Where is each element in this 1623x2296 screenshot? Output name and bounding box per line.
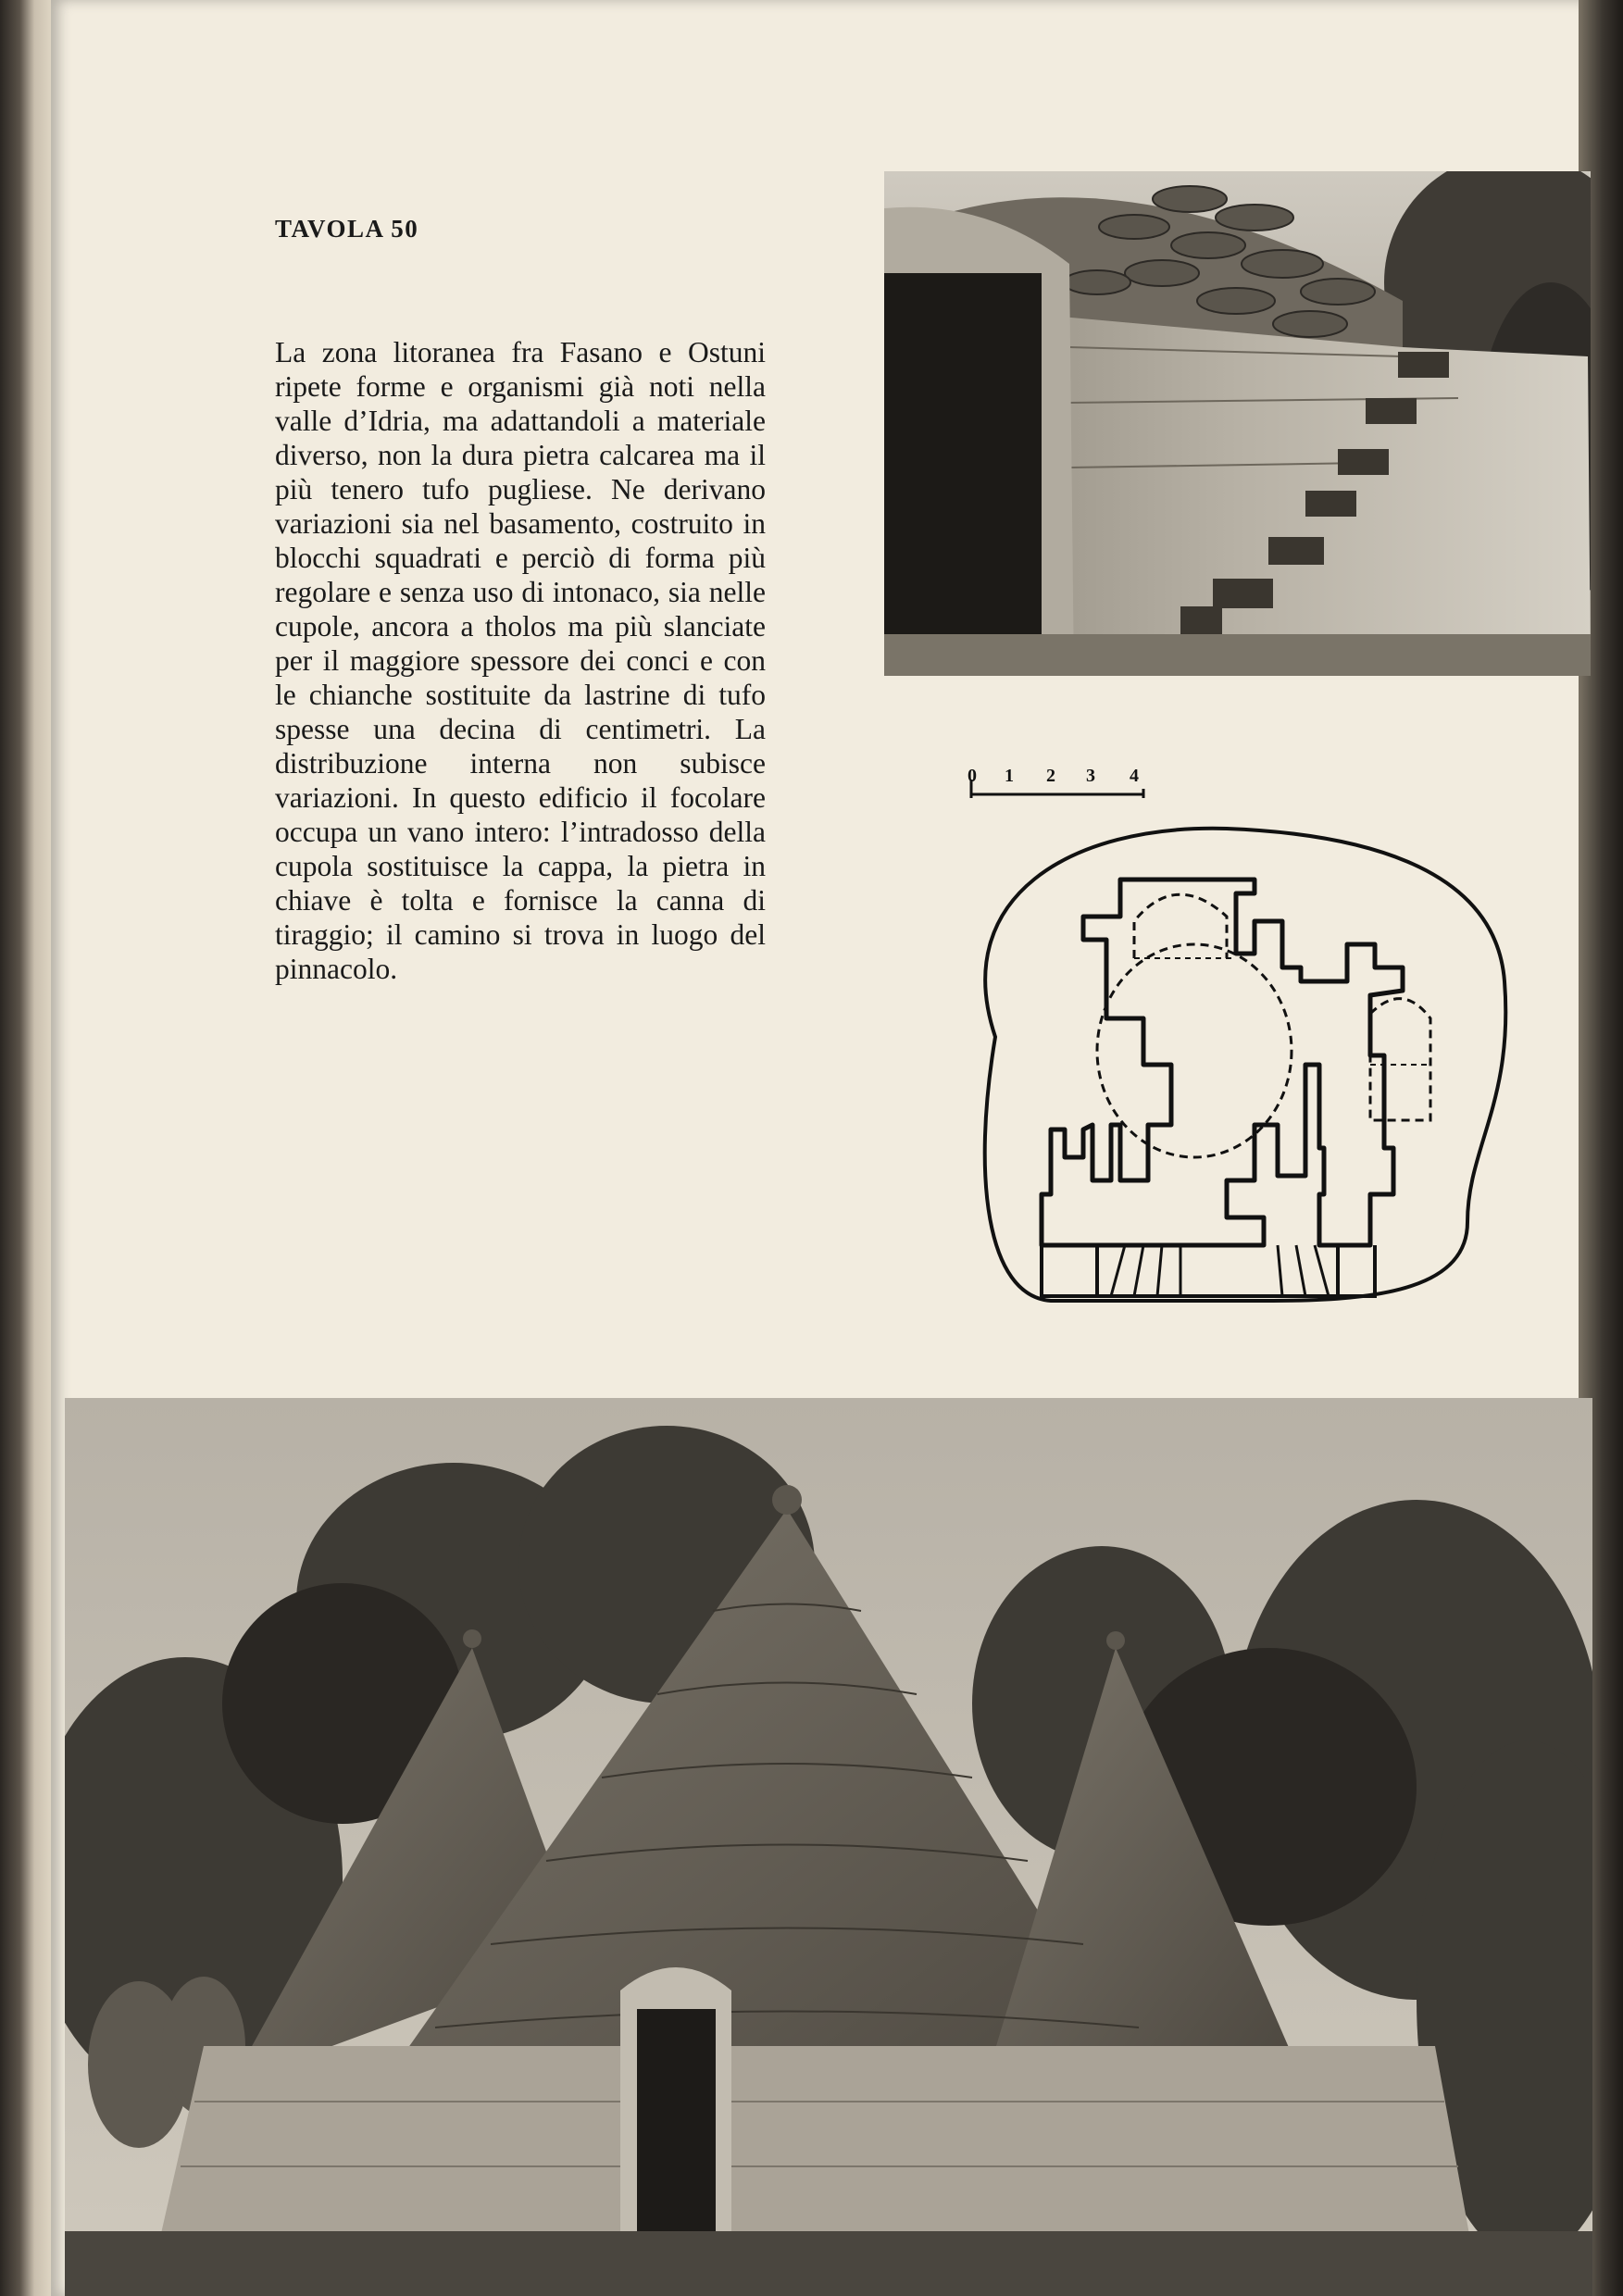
bottom-photo — [65, 1398, 1592, 2296]
floor-plan — [949, 759, 1523, 1315]
scale-tick-0: 0 — [968, 766, 977, 786]
scale-tick-3: 3 — [1086, 766, 1095, 786]
scale-tick-1: 1 — [1005, 766, 1014, 786]
scale-tick-4: 4 — [1130, 766, 1139, 786]
plate-label: TAVOLA 50 — [275, 215, 419, 243]
body-paragraph: La zona litoranea fra Fasano e Ostuni ripete forme e organismi già noti nella valle d’Idria, ma adattandoli a materiale diverso, non la dura pietra calcarea ma il più tenero tufo pugliese. Ne derivano variazioni sia nel basamento, costruito in blocchi squadrati e perciò di forma più regolare e senza uso di intonaco, sia nelle cupole, ancora a tholos ma più slanciate per il maggiore spessore dei conci e con le chianche sostituite da lastrine di tufo spesse una decina di centimetri. La distribuzione interna non subisce variazioni. In questo edificio il focolare occupa un vano intero: l’intradosso della cupola sostituisce la cappa, la pietra in chiave è tolta e fornisce la canna di tiraggio; il camino si trova in luogo del pinnacolo. — [275, 336, 766, 985]
book-left-edge — [0, 0, 57, 2296]
top-photo — [884, 171, 1591, 676]
scale-tick-2: 2 — [1046, 766, 1055, 786]
